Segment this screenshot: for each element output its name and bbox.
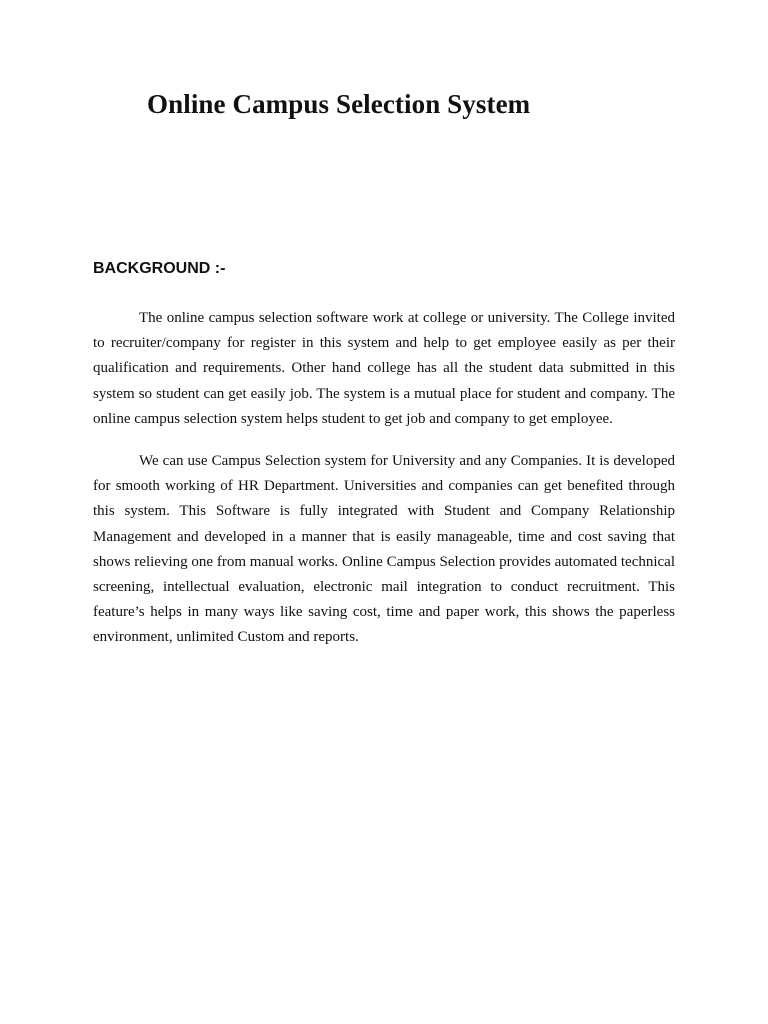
background-paragraph-2: We can use Campus Selection system for University and any Companies. It is developed for smooth working of HR Department. Universities and companies can get benefited through this system. This Software is fully integrated with Student and Company Relationship Management and developed in a manner that is easily manageable, time and cost saving that shows relieving one from manual works. Online Campus Selection provides automated technical screening, intellectual evaluation, electronic mail integration to conduct recruitment. This feature’s helps in many ways like saving cost, time and paper work, this shows the paperless environment, unlimited Custom and reports. [93, 453, 675, 646]
background-paragraph-1: The online campus selection software work at college or university. The College invited to recruiter/company for register in this system and help to get employee easily as per their qualification and requirements. Other hand college has all the student data submitted in this system so student can get easily job. The system is a mutual place for student and company. The online campus selection system helps student to get job and company to get employee. [93, 310, 675, 427]
section-heading-background: BACKGROUND :- [93, 260, 226, 277]
document-title: Online Campus Selection System [147, 89, 531, 119]
